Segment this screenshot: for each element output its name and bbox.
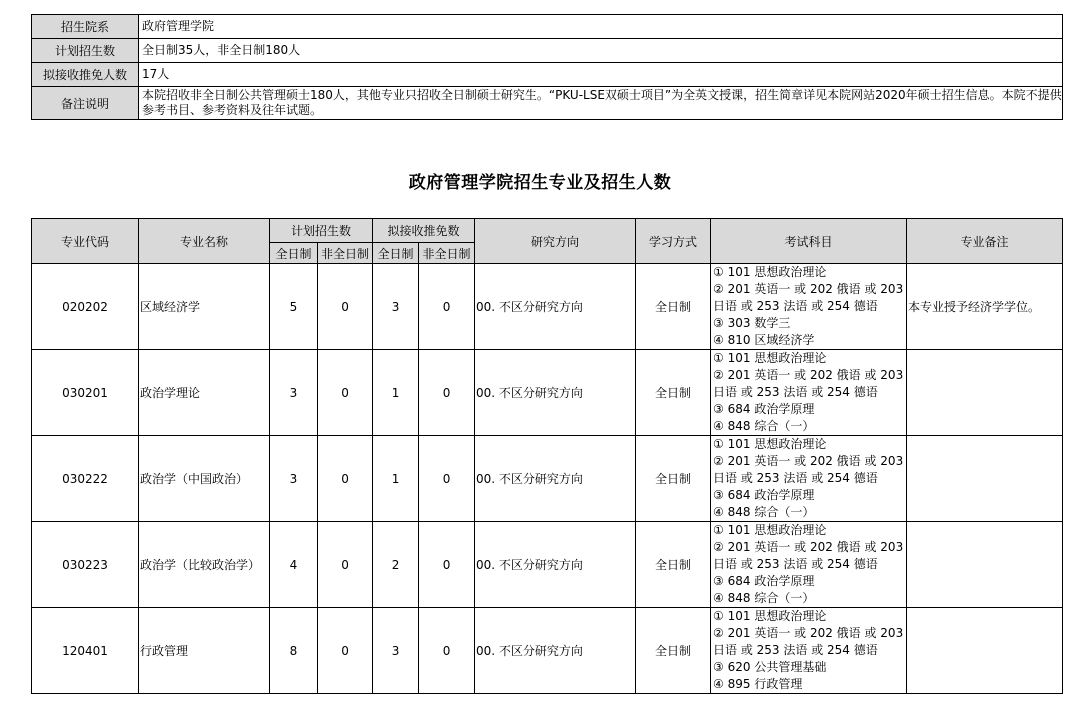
exam-subject-line: 日语 或 253 法语 或 254 德语: [713, 643, 878, 657]
research-direction: 00. 不区分研究方向: [475, 436, 636, 522]
research-direction: 00. 不区分研究方向: [475, 264, 636, 350]
header-code: 专业代码: [32, 219, 139, 264]
exam-subject-line: ② 201 英语一 或 202 俄语 或 203: [713, 368, 904, 382]
header-remark: 专业备注: [907, 219, 1063, 264]
major-remark: [907, 436, 1063, 522]
exam-subject-line: ② 201 英语一 或 202 俄语 或 203: [713, 540, 904, 554]
table-row: [32, 350, 1063, 436]
exam-subject-line: 日语 或 253 法语 或 254 德语: [713, 385, 878, 399]
header-plan-part: 非全日制: [318, 243, 373, 264]
info-value: 政府管理学院: [139, 15, 1063, 39]
header-name: 专业名称: [139, 219, 270, 264]
plan-full-count: 5: [270, 264, 318, 350]
exam-subject-line: ② 201 英语一 或 202 俄语 或 203: [713, 626, 904, 640]
research-direction: 00. 不区分研究方向: [475, 608, 636, 694]
info-value: 本院招收非全日制公共管理硕士180人，其他专业只招收全日制硕士研究生。“PKU-LSE双硕士项目”为全英文授课，招生简章详见本院网站2020年硕士招生信息。本院不提供参考书目、参考资料及往年试题。: [139, 87, 1063, 120]
recommend-full-count: 2: [373, 522, 419, 608]
study-mode: 全日制: [636, 264, 711, 350]
info-label: 计划招生数: [32, 39, 139, 63]
study-mode: 全日制: [636, 436, 711, 522]
exam-subject-line: 日语 或 253 法语 或 254 德语: [713, 471, 878, 485]
exam-subject-line: ④ 848 综合（一）: [713, 591, 815, 605]
info-label: 拟接收推免人数: [32, 63, 139, 87]
study-mode: 全日制: [636, 350, 711, 436]
majors-table: [31, 218, 1063, 694]
info-value: 17人: [139, 63, 1063, 87]
plan-part-count: 0: [318, 350, 373, 436]
info-row-notes: [32, 87, 1063, 120]
exam-subjects: [711, 264, 907, 350]
major-remark: [907, 350, 1063, 436]
exam-subject-line: ③ 684 政治学原理: [713, 402, 815, 416]
plan-part-count: 0: [318, 608, 373, 694]
info-row-recommend: [32, 63, 1063, 87]
major-code: 020202: [32, 264, 139, 350]
study-mode: 全日制: [636, 522, 711, 608]
table-row: [32, 522, 1063, 608]
info-value: 全日制35人，非全日制180人: [139, 39, 1063, 63]
recommend-full-count: 3: [373, 264, 419, 350]
plan-full-count: 4: [270, 522, 318, 608]
exam-subjects: [711, 522, 907, 608]
exam-subject-line: ③ 620 公共管理基础: [713, 660, 827, 674]
recommend-part-count: 0: [419, 608, 475, 694]
exam-subject-line: 日语 或 253 法语 或 254 德语: [713, 299, 878, 313]
exam-subject-line: ① 101 思想政治理论: [713, 437, 827, 451]
exam-subject-line: ③ 684 政治学原理: [713, 488, 815, 502]
major-name: 政治学（中国政治）: [139, 436, 270, 522]
recommend-part-count: 0: [419, 436, 475, 522]
exam-subject-line: ③ 684 政治学原理: [713, 574, 815, 588]
major-remark: [907, 522, 1063, 608]
exam-subject-line: ① 101 思想政治理论: [713, 523, 827, 537]
exam-subjects: [711, 436, 907, 522]
header-subjects: 考试科目: [711, 219, 907, 264]
major-name: 政治学理论: [139, 350, 270, 436]
info-row-department: [32, 15, 1063, 39]
plan-part-count: 0: [318, 522, 373, 608]
section-title: 政府管理学院招生专业及招生人数: [408, 173, 672, 193]
info-label: 备注说明: [32, 87, 139, 120]
exam-subject-line: ① 101 思想政治理论: [713, 609, 827, 623]
recommend-part-count: 0: [419, 264, 475, 350]
major-name: 行政管理: [139, 608, 270, 694]
plan-part-count: 0: [318, 436, 373, 522]
research-direction: 00. 不区分研究方向: [475, 350, 636, 436]
major-name: 政治学（比较政治学）: [139, 522, 270, 608]
exam-subject-line: 日语 或 253 法语 或 254 德语: [713, 557, 878, 571]
header-row: [32, 219, 1063, 243]
header-rec-full: 全日制: [373, 243, 419, 264]
recommend-part-count: 0: [419, 350, 475, 436]
exam-subject-line: ③ 303 数学三: [713, 316, 791, 330]
header-plan-full: 全日制: [270, 243, 318, 264]
major-code: 030201: [32, 350, 139, 436]
major-code: 030222: [32, 436, 139, 522]
header-plan: 计划招生数: [270, 219, 373, 243]
recommend-part-count: 0: [419, 522, 475, 608]
plan-part-count: 0: [318, 264, 373, 350]
major-code: 030223: [32, 522, 139, 608]
exam-subject-line: ① 101 思想政治理论: [713, 351, 827, 365]
header-recommend: 拟接收推免数: [373, 219, 475, 243]
study-mode: 全日制: [636, 608, 711, 694]
header-direction: 研究方向: [475, 219, 636, 264]
exam-subject-line: ④ 848 综合（一）: [713, 419, 815, 433]
recommend-full-count: 1: [373, 436, 419, 522]
exam-subjects: [711, 608, 907, 694]
exam-subject-line: ④ 810 区域经济学: [713, 333, 815, 347]
exam-subject-line: ② 201 英语一 或 202 俄语 或 203: [713, 454, 904, 468]
major-code: 120401: [32, 608, 139, 694]
recommend-full-count: 1: [373, 350, 419, 436]
plan-full-count: 3: [270, 350, 318, 436]
major-name: 区域经济学: [139, 264, 270, 350]
recommend-full-count: 3: [373, 608, 419, 694]
table-row: [32, 264, 1063, 350]
exam-subject-line: ④ 895 行政管理: [713, 677, 803, 691]
exam-subject-line: ① 101 思想政治理论: [713, 265, 827, 279]
info-table: [31, 14, 1063, 120]
info-label: 招生院系: [32, 15, 139, 39]
header-rec-part: 非全日制: [419, 243, 475, 264]
major-remark: [907, 608, 1063, 694]
research-direction: 00. 不区分研究方向: [475, 522, 636, 608]
table-row: [32, 436, 1063, 522]
info-row-plan: [32, 39, 1063, 63]
table-row: [32, 608, 1063, 694]
exam-subjects: [711, 350, 907, 436]
plan-full-count: 3: [270, 436, 318, 522]
major-remark: 本专业授予经济学学位。: [907, 264, 1063, 350]
plan-full-count: 8: [270, 608, 318, 694]
exam-subject-line: ④ 848 综合（一）: [713, 505, 815, 519]
exam-subject-line: ② 201 英语一 或 202 俄语 或 203: [713, 282, 904, 296]
header-mode: 学习方式: [636, 219, 711, 264]
